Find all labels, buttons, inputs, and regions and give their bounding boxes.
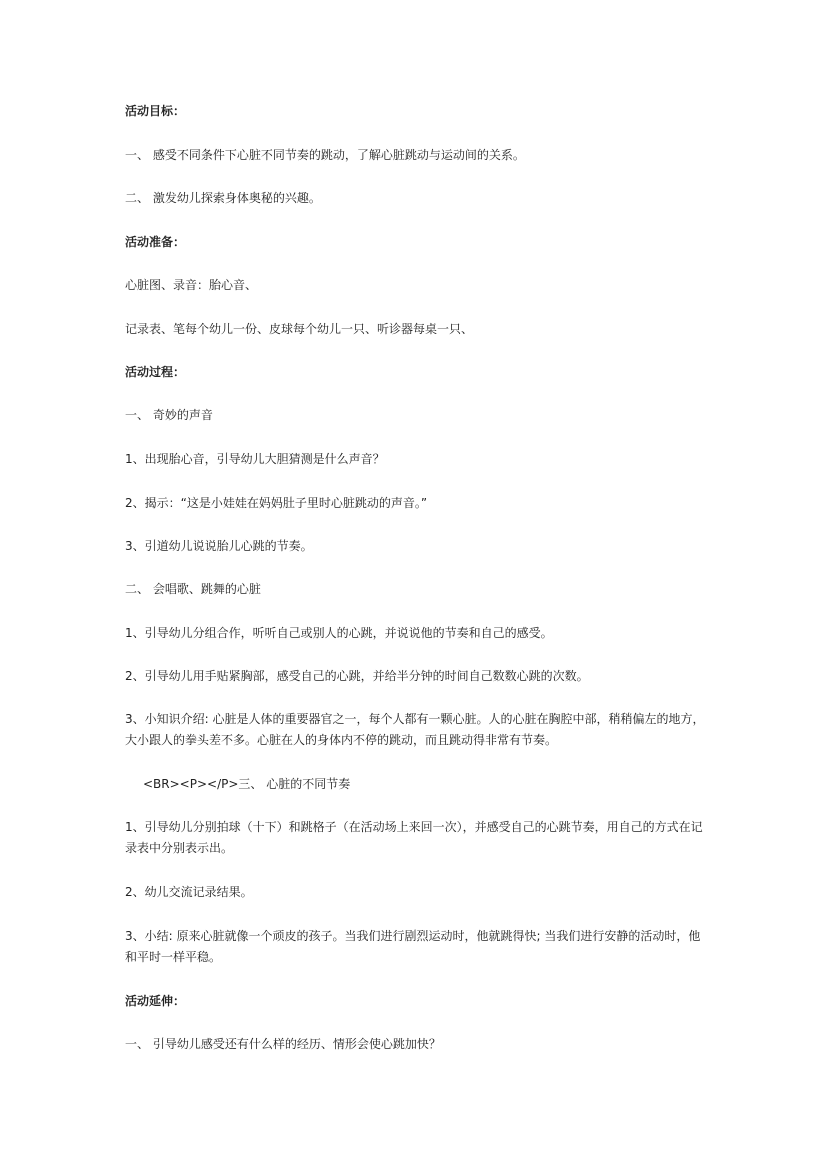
section-3-item-2: 2、幼儿交流记录结果。 [125,885,253,899]
process-heading: 活动过程： [125,365,186,379]
prep-item-2: 记录表、笔每个幼儿一份、皮球每个幼儿一只、听诊器每桌一只、 [125,322,474,336]
goals-heading: 活动目标： [125,104,186,118]
section-2-title: 二、 会唱歌、跳舞的心脏 [125,582,261,596]
extension-heading: 活动延伸： [125,994,186,1008]
section-1-title: 一、 奇妙的声音 [125,408,213,422]
section-1-item-1: 1、出现胎心音，引导幼儿大胆猜测是什么声音？ [125,452,385,466]
extension-item-1: 一、 引导幼儿感受还有什么样的经历、情形会使心跳加快？ [125,1037,441,1051]
section-2-item-3: 3、小知识介绍: 心脏是人体的重要器官之一，每个人都有一颗心脏。人的心脏在胸腔中部，稍稍偏左的地方，大小跟人的拳头差不多。心脏在人的身体内不停的跳动，而且跳动得非常有节奏。 [125,712,705,747]
section-3-title: <BR><P></P>三、 心脏的不同节奏 [143,777,351,791]
section-1-item-3: 3、引道幼儿说说胎儿心跳的节奏。 [125,539,313,553]
document-page [125,0,715,1169]
section-2-item-2: 2、引导幼儿用手贴紧胸部，感受自己的心跳，并给半分钟的时间自己数数心跳的次数。 [125,669,589,683]
section-2-item-1: 1、引导幼儿分组合作，听听自己或别人的心跳，并说说他的节奏和自己的感受。 [125,626,553,640]
goal-item-2: 二、 激发幼儿探索身体奥秘的兴趣。 [125,191,321,205]
section-3-item-1: 1、引导幼儿分别拍球（十下）和跳格子（在活动场上来回一次），并感受自己的心跳节奏，用自己的方式在记录表中分别表示出。 [125,820,703,855]
goal-item-1: 一、 感受不同条件下心脏不同节奏的跳动，了解心脏跳动与运动间的关系。 [125,148,525,162]
prep-item-1: 心脏图、录音：胎心音、 [125,278,258,292]
section-1-item-2: 2、揭示：“这是小娃娃在妈妈肚子里时心脏跳动的声音。” [125,496,428,510]
prep-heading: 活动准备： [125,235,186,249]
section-3-item-3: 3、小结: 原来心脏就像一个顽皮的孩子。当我们进行剧烈运动时，他就跳得快; 当我们进行安静的活动时，他和平时一样平稳。 [125,929,701,964]
